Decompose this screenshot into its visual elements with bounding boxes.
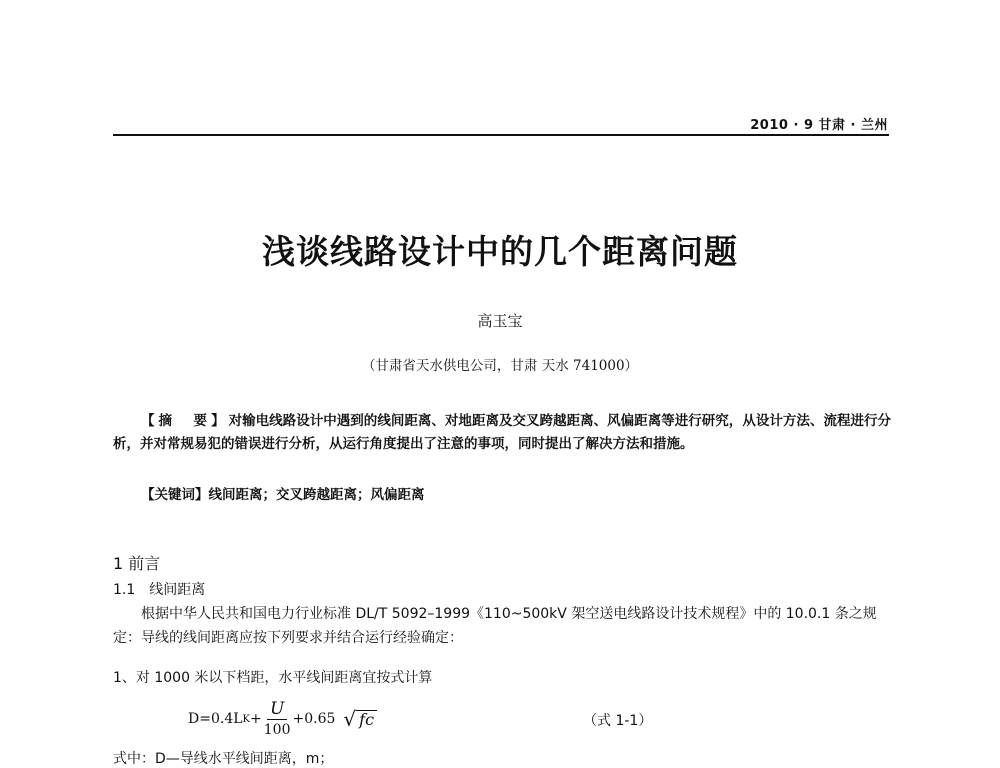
- subsection-heading: 1.1 线间距离: [113, 582, 206, 598]
- header-rule: [113, 134, 889, 136]
- radicand: fc: [356, 710, 377, 729]
- body-paragraph: 根据中华人民共和国电力行业标准 DL/T 5092–1999《110~500kV 架空送电线路设计技术规程》中的 10.0.1 条之规定：导线的线间距离应按下列要求并结合运行经验确定：: [113, 606, 877, 646]
- equation-subscript: K: [242, 713, 251, 725]
- radical-sign: √: [343, 707, 357, 731]
- keywords-text: 线间距离；交叉跨越距离；风偏距离: [208, 487, 425, 503]
- equation: [188, 695, 377, 743]
- journal-issue-header: 2010 · 9 甘肃 · 兰州: [750, 118, 888, 133]
- fraction-denominator: 100: [263, 721, 291, 738]
- keywords: [113, 484, 891, 507]
- equation-number: （式 1-1）: [583, 713, 653, 729]
- abstract-text: 对输电线路设计中遇到的线间距离、对地距离及交叉跨越距离、风偏距离等进行研究，从设计方法、流程进行分析，并对常规易犯的错误进行分析，从运行角度提出了注意的事项，同时提出了解决方法和措施。: [113, 413, 892, 452]
- square-root: [343, 709, 377, 729]
- author-name: 高玉宝: [477, 312, 523, 330]
- equation-lhs: D=0.4L: [188, 711, 243, 727]
- equation-constant: +0.65: [292, 711, 336, 727]
- equation-fraction: [264, 699, 291, 740]
- equation-plus: +: [250, 711, 262, 727]
- keywords-label: 【关键词】: [141, 487, 209, 503]
- abstract-label: 【摘 要】: [141, 413, 229, 429]
- paper-title: 浅谈线路设计中的几个距离问题: [262, 232, 738, 271]
- fraction-numerator: U: [267, 699, 287, 720]
- list-item: 1、对 1000 米以下档距，水平线间距离宜按式计算: [113, 670, 433, 686]
- section-heading: 1 前言: [113, 554, 161, 573]
- variable-definition: 式中：D—导线水平线间距离，m；: [113, 751, 334, 767]
- abstract: [113, 410, 891, 456]
- author-affiliation: （甘肃省天水供电公司，甘肃 天水 741000）: [361, 358, 639, 374]
